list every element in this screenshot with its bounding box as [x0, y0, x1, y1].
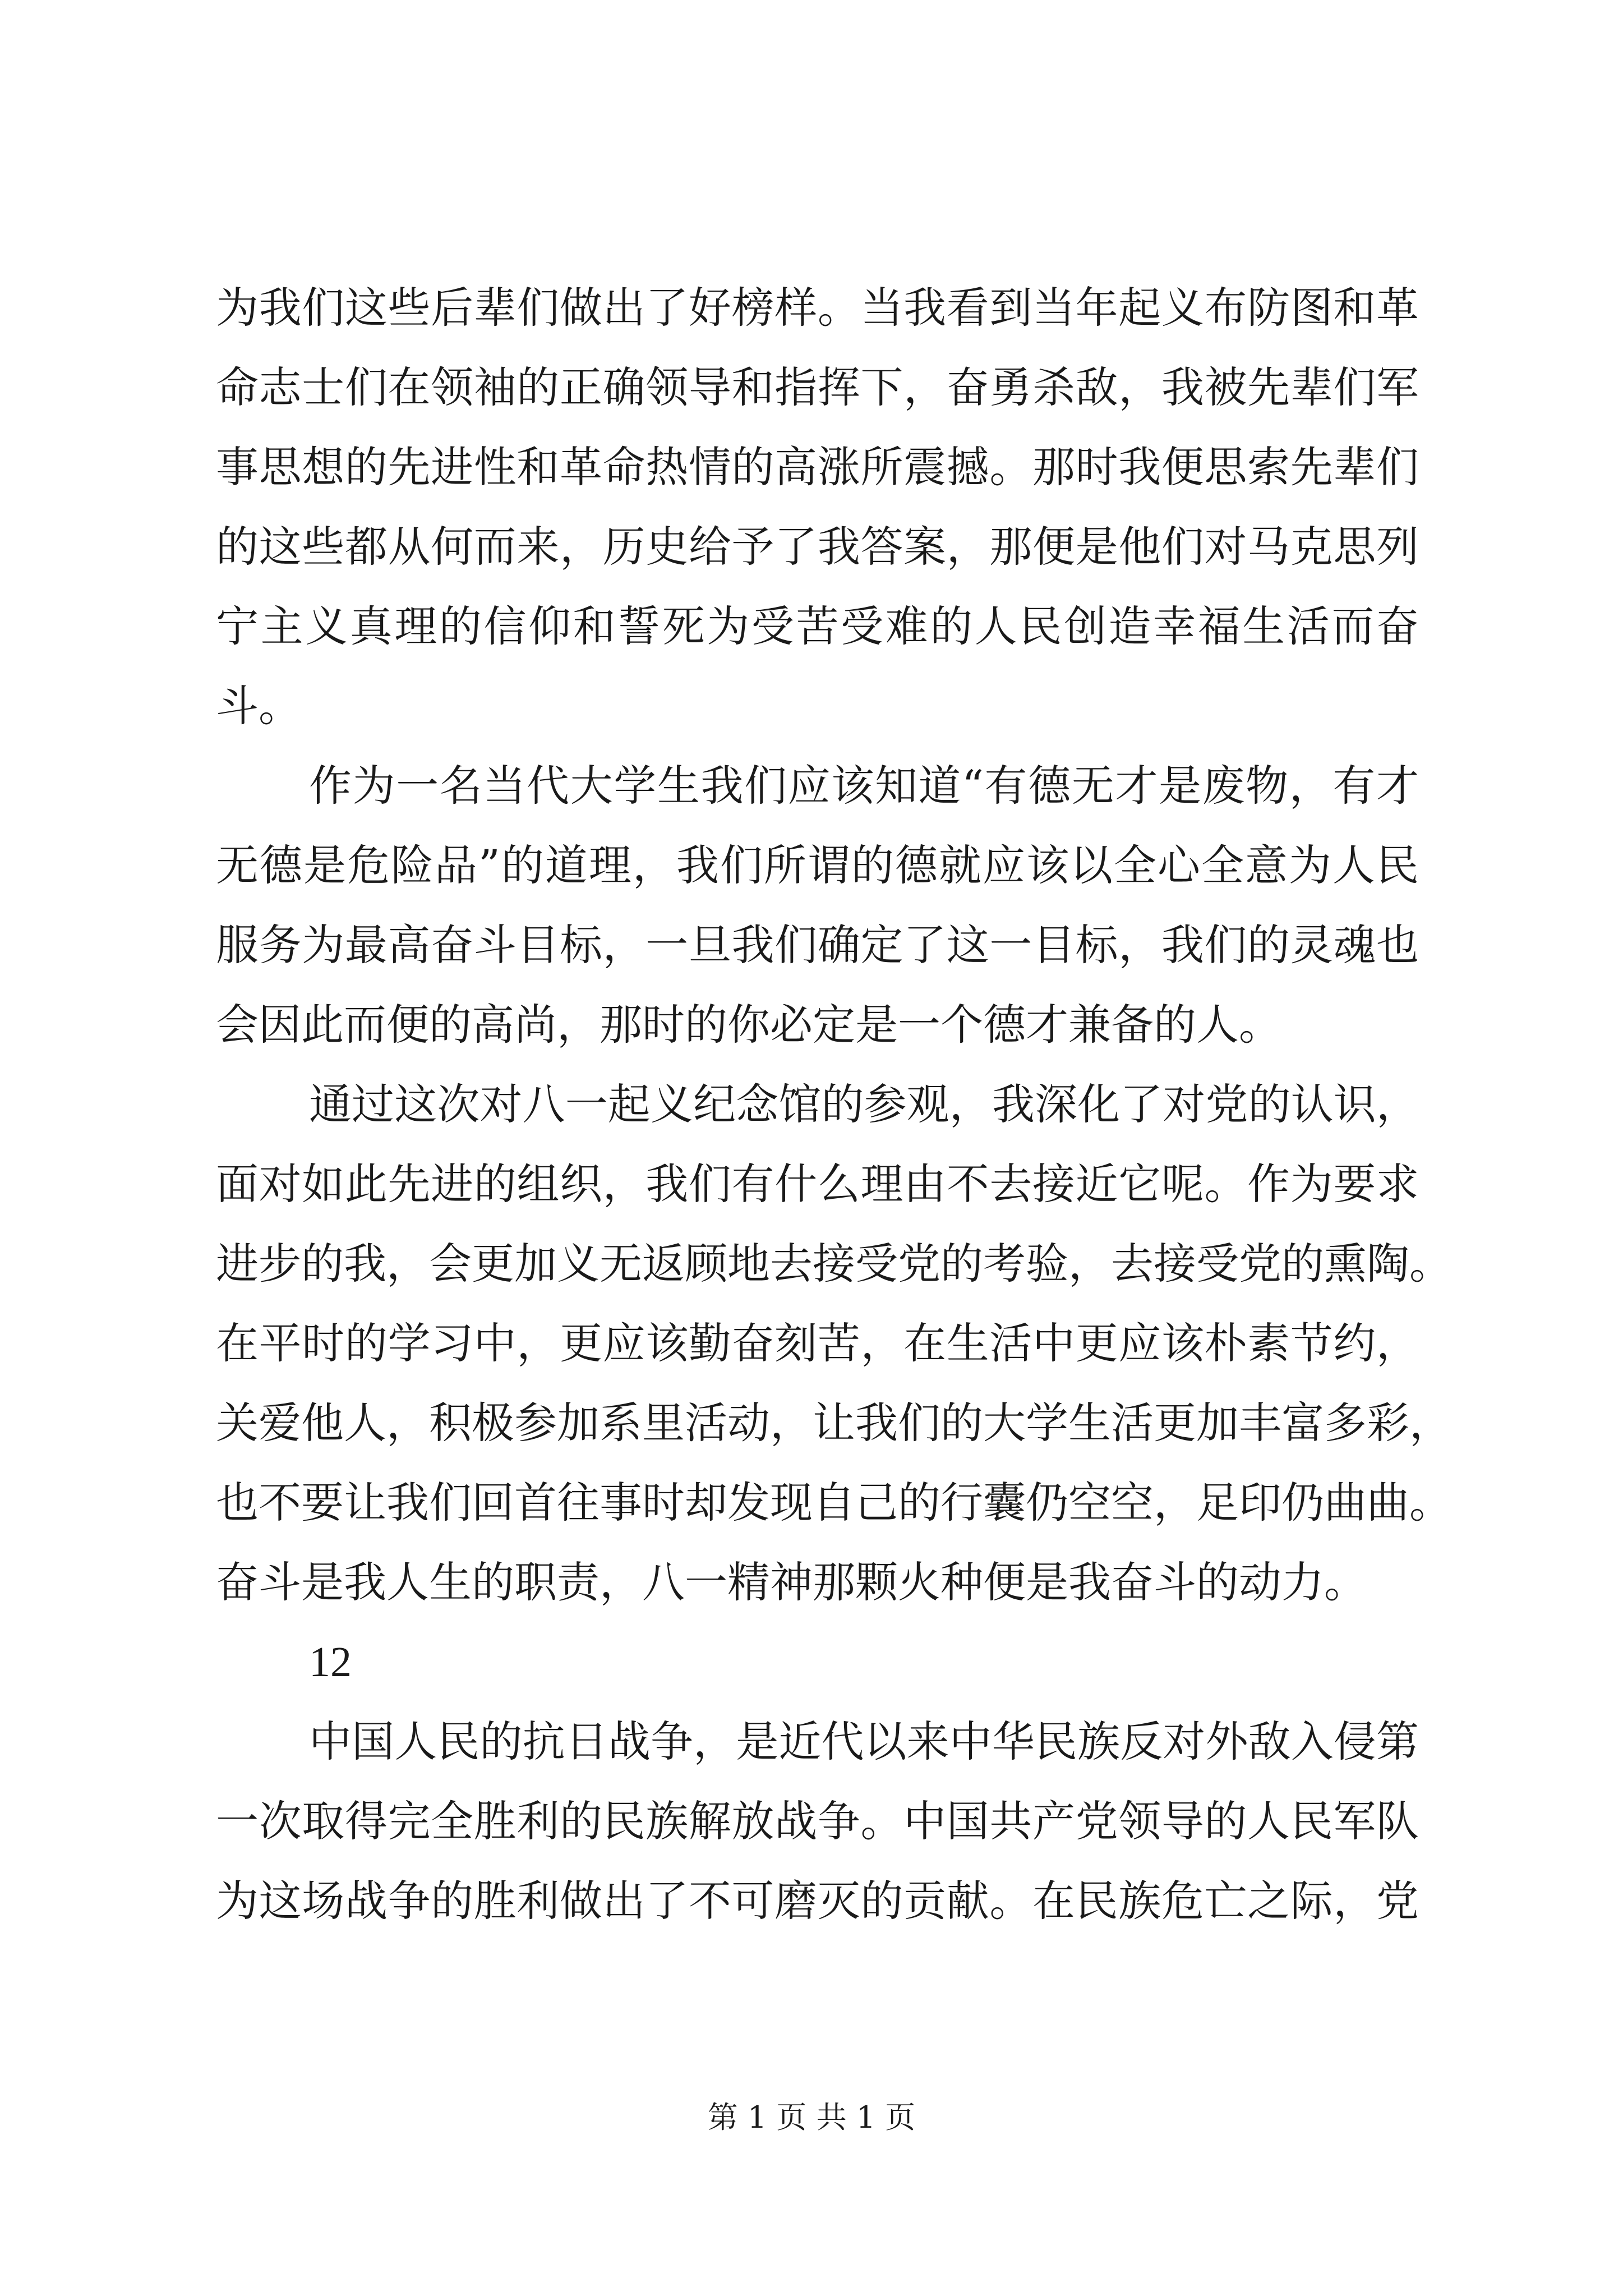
text-line: 命志士们在领袖的正确领导和指挥下，奋勇杀敌，我被先辈们军 [216, 362, 1419, 412]
text-line: 无德是危险品”的道理，我们所谓的德就应该以全心全意为人民 [216, 840, 1419, 890]
text-line: 关爱他人，积极参加系里活动，让我们的大学生活更加丰富多彩， [216, 1398, 1452, 1448]
section-number: 12 [309, 1639, 352, 1686]
document-body [216, 268, 1452, 1941]
paragraph-first-line: 通过这次对八一起义纪念馆的参观，我深化了对党的认识， [309, 1079, 1419, 1129]
page-footer [0, 2095, 1623, 2140]
text-line: 的这些都从何而来，历史给予了我答案，那便是他们对马克思列 [216, 522, 1419, 572]
text-line: 也不要让我们回首往事时却发现自己的行囊仍空空，足印仍曲曲。 [216, 1478, 1452, 1527]
paragraph-first-line: 中国人民的抗日战争，是近代以来中华民族反对外敌入侵第 [309, 1717, 1419, 1766]
text-line: 会因此而便的高尚，那时的你必定是一个德才兼备的人。 [216, 1000, 1281, 1050]
text-line: 斗。 [216, 681, 301, 731]
page-number-label: 第 1 页 共 1 页 [707, 2100, 916, 2135]
text-line: 为我们这些后辈们做出了好榜样。当我看到当年起义布防图和革 [216, 283, 1419, 333]
text-line: 在平时的学习中，更应该勤奋刻苦，在生活中更应该朴素节约， [216, 1318, 1419, 1368]
text-line: 奋斗是我人生的职责，八一精神那颗火种便是我奋斗的动力。 [216, 1557, 1367, 1607]
text-line: 一次取得完全胜利的民族解放战争。中国共产党领导的人民军队 [216, 1796, 1419, 1846]
text-line: 为这场战争的胜利做出了不可磨灭的贡献。在民族危亡之际，党 [216, 1876, 1419, 1926]
text-line: 服务为最高奋斗目标，一旦我们确定了这一目标，我们的灵魂也 [216, 920, 1419, 970]
text-line: 进步的我，会更加义无返顾地去接受党的考验，去接受党的熏陶。 [216, 1239, 1452, 1289]
paragraph-first-line: 作为一名当代大学生我们应该知道“有德无才是废物，有才 [309, 761, 1419, 811]
text-line: 面对如此先进的组织，我们有什么理由不去接近它呢。作为要求 [216, 1159, 1419, 1209]
text-line: 宁主义真理的信仰和誓死为受苦受难的人民创造幸福生活而奋 [216, 601, 1419, 651]
text-line: 事思想的先进性和革命热情的高涨所震撼。那时我便思索先辈们 [216, 442, 1419, 492]
